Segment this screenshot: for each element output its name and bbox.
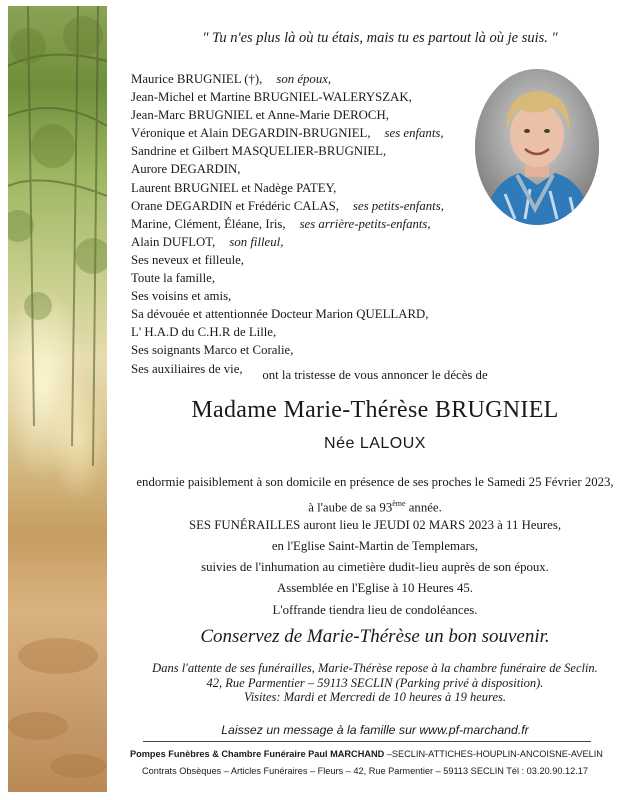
family-member-name: Alain DUFLOT,: [131, 234, 216, 249]
family-line: [131, 305, 471, 323]
family-relation: ses arrière-petits-enfants,: [299, 216, 431, 231]
family-member-name: Ses soignants Marco et Coralie,: [131, 343, 294, 358]
family-member-name: Toute la famille,: [131, 271, 216, 286]
family-line: [131, 251, 471, 269]
deceased-name: Madame Marie-Thérèse BRUGNIEL: [191, 397, 559, 423]
family-line: [131, 70, 471, 88]
message-link[interactable]: Laissez un message à la famille sur www.pf-marchand.fr: [221, 723, 529, 737]
family-list: [131, 70, 471, 378]
epitaph-quote: " Tu n'es plus là où tu étais, mais tu es partout là où je suis. ": [202, 30, 558, 46]
funeral-details: [130, 472, 620, 621]
family-line: [131, 323, 471, 341]
family-member-name: Maurice BRUGNIEL (†),: [131, 72, 263, 86]
family-member-name: Marine, Clément, Éléane, Iris,: [131, 216, 286, 231]
family-line: [131, 215, 471, 233]
age-line: à l'aube de sa 93ème année.: [308, 499, 442, 515]
funeral-date-line: SES FUNÉRAILLES auront lieu le JEUDI 02 MARS 2023 à 11 Heures,: [188, 517, 562, 532]
family-member-name: Jean-Marc BRUGNIEL et Anne-Marie DEROCH,: [131, 108, 389, 123]
announcement-text: ont la tristesse de vous annoncer le décès de: [262, 368, 488, 382]
offering-line: L'offrande tiendra lieu de condoléances.: [272, 602, 478, 617]
family-line: [131, 233, 471, 251]
family-relation: son filleul,: [229, 234, 284, 249]
family-line: [131, 269, 471, 287]
family-member-name: Jean-Michel et Martine BRUGNIEL-WALERYSZAK,: [131, 90, 412, 105]
family-member-name: Laurent BRUGNIEL et Nadège PATEY,: [131, 180, 337, 195]
address-line: 42, Rue Parmentier – 59113 SECLIN (Parking privé à disposition).: [206, 675, 544, 690]
family-member-name: Véronique et Alain DEGARDIN-BRUGNIEL,: [131, 126, 371, 141]
assembly-line: Assemblée en l'Eglise à 10 Heures 45.: [277, 581, 473, 596]
forest-path-decoration: [8, 6, 107, 792]
church-line: en l'Eglise Saint-Martin de Templemars,: [271, 538, 479, 553]
footer-divider: [143, 741, 591, 742]
family-member-name: L' H.A.D du C.H.R de Lille,: [131, 325, 277, 340]
family-line: [131, 88, 471, 106]
family-line: [131, 179, 471, 197]
family-line: [131, 124, 471, 142]
family-member-name: Sa dévouée et attentionnée Docteur Marion QUELLARD,: [131, 307, 429, 322]
family-member-name: Ses voisins et amis,: [131, 289, 232, 304]
family-member-name: Orane DEGARDIN et Frédéric CALAS,: [131, 198, 339, 213]
family-line: [131, 341, 471, 359]
family-member-name: Ses auxiliaires de vie,: [131, 361, 243, 376]
family-member-name: Aurore DEGARDIN,: [131, 162, 241, 177]
portrait-photo: [475, 69, 599, 225]
family-member-name: Sandrine et Gilbert MASQUELIER-BRUGNIEL,: [131, 144, 387, 159]
family-member-name: Ses neveux et filleule,: [131, 252, 245, 267]
funeral-home-footer: [130, 746, 603, 780]
passing-line: endormie paisiblement à son domicile en présence de ses proches le Samedi 25 Février 2023,: [136, 475, 614, 489]
repose-info: [130, 661, 620, 705]
burial-line: suivies de l'inhumation au cimetière dudit-lieu auprès de son époux.: [201, 560, 549, 575]
maiden-name: Née LALOUX: [324, 435, 426, 452]
family-line: [131, 142, 471, 160]
family-line: [131, 160, 471, 178]
footer-company-line: Pompes Funèbres & Chambre Funéraire Paul MARCHAND –SECLIN-ATTICHES-HOUPLIN-ANCOISNE-AVELIN: [130, 749, 603, 759]
family-relation: ses petits-enfants,: [352, 198, 444, 213]
family-relation: ses enfants,: [384, 126, 444, 141]
closing-remembrance: Conservez de Marie-Thérèse un bon souvenir.: [200, 626, 550, 647]
family-line: [131, 106, 471, 124]
family-line: [131, 287, 471, 305]
family-line: [131, 197, 471, 215]
repose-line: Dans l'attente de ses funérailles, Marie-Thérèse repose à la chambre funéraire de Seclin.: [152, 661, 598, 675]
visits-line: Visites: Mardi et Mercredi de 10 heures à 19 heures.: [244, 690, 506, 704]
family-relation: son époux,: [276, 72, 332, 86]
footer-services-line: Contrats Obsèques – Articles Funéraires – Fleurs – 42, Rue Parmentier – 59113 SECLIN Tél : 03.20.90.12.17: [141, 766, 588, 776]
